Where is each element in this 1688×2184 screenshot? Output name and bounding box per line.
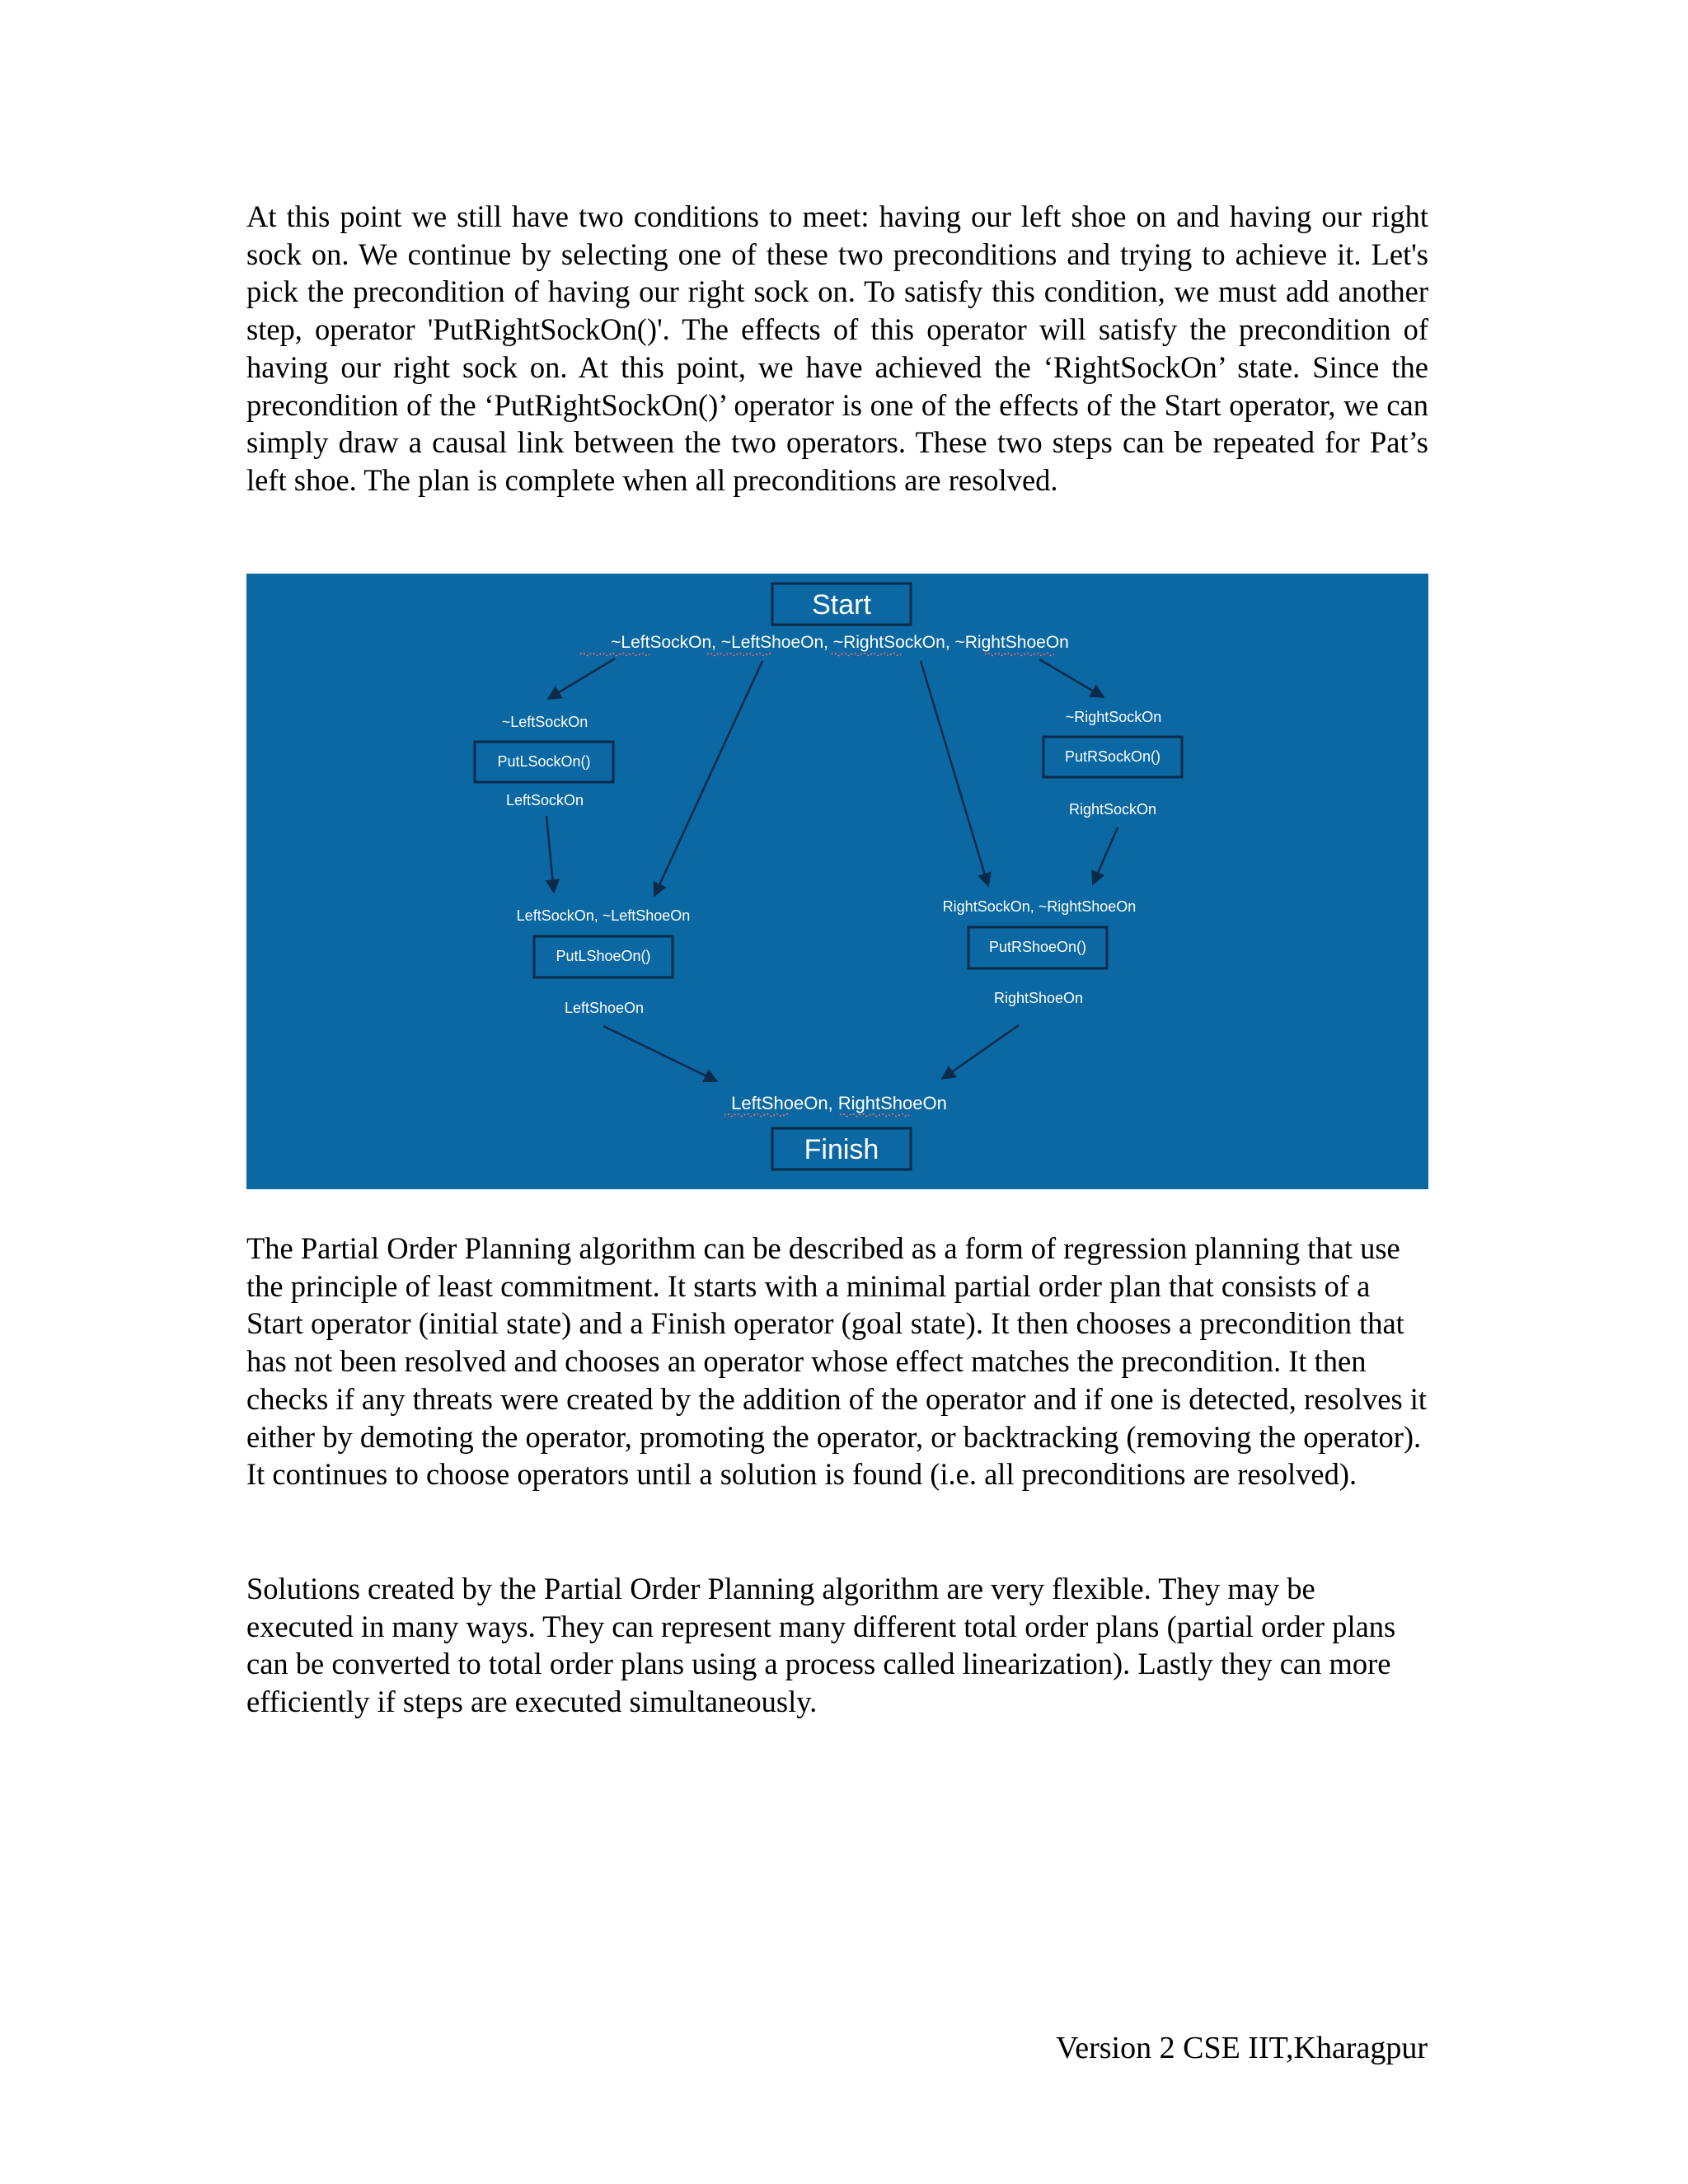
arrow-start-to-right-shoe bbox=[921, 661, 988, 886]
left-sock-effect: LeftSockOn bbox=[505, 792, 584, 808]
start-effects: ~LeftSockOn, ~LeftShoeOn, ~RightSockOn, ~RightShoeOn bbox=[611, 633, 1069, 652]
arrow-start-to-left-shoe bbox=[654, 661, 762, 896]
arrow-left-shoe-to-finish bbox=[603, 1026, 717, 1081]
partial-order-plan-diagram bbox=[246, 574, 1428, 1189]
finish-preconditions: LeftShoeOn, RightShoeOn bbox=[731, 1093, 947, 1113]
put-right-shoe-label: PutRShoeOn() bbox=[988, 939, 1087, 955]
intro-paragraph: At this point we still have two conditions to meet: having our left shoe on and having our right sock on. We continue by selecting one of these two preconditions and trying to achieve it. Let's pick the precondition of having our right sock on. To satisfy this condition, we must add another step, operator 'PutRightSockOn()'. The effects of this operator will satisfy the precondition of having our right sock on. At this point, we have achieved the ‘RightSockOn’ state. Since the precondition of the ‘PutRightSockOn()’ operator is one of the effects of the Start operator, we can simply draw a causal link between the two operators. These two steps can be repeated for Pat’s left shoe. The plan is complete when all preconditions are resolved. bbox=[246, 199, 1428, 497]
arrow-left-sock-to-left-shoe bbox=[546, 816, 554, 893]
right-sock-precondition: ~RightSockOn bbox=[1065, 709, 1162, 725]
left-shoe-effect: LeftShoeOn bbox=[564, 1000, 645, 1016]
arrow-right-sock-to-right-shoe bbox=[1093, 827, 1118, 884]
left-shoe-preconditions: LeftSockOn, ~LeftShoeOn bbox=[516, 907, 691, 924]
start-label: Start bbox=[812, 589, 871, 621]
arrow-start-to-right-sock bbox=[1039, 659, 1104, 697]
page-footer: Version 2 CSE IIT,Kharagpur bbox=[1056, 2031, 1428, 2065]
right-shoe-effect: RightShoeOn bbox=[993, 990, 1084, 1006]
solutions-paragraph: Solutions created by the Partial Order Planning algorithm are very flexible. They may be executed in many ways. They can represent many different total order plans (partial order plans can be converted to total order plans using a process called linearization). Lastly they can more efficiently if steps are executed simultaneously. bbox=[246, 1572, 1396, 1719]
put-right-sock-label: PutRSockOn() bbox=[1064, 748, 1161, 765]
put-left-shoe-label: PutLShoeOn() bbox=[556, 948, 651, 964]
algorithm-paragraph: The Partial Order Planning algorithm can be described as a form of regression planning that use the principle of least commitment. It starts with a minimal partial order plan that consists of a Start operator (initial state) and a Finish operator (goal state). It then chooses a precondition that has not been resolved and chooses an operator whose effect matches the precondition. It then checks if any threats were created by the addition of the operator and if one is detected, resolves it either by demoting the operator, promoting the operator, or backtracking (removing the operator). It continues to choose operators until a solution is found (i.e. all preconditions are resolved). bbox=[246, 1231, 1428, 1492]
finish-label: Finish bbox=[804, 1134, 879, 1165]
right-sock-effect: RightSockOn bbox=[1068, 801, 1157, 818]
left-sock-precondition: ~LeftSockOn bbox=[501, 714, 588, 730]
arrow-right-shoe-to-finish bbox=[942, 1025, 1019, 1079]
right-shoe-preconditions: RightSockOn, ~RightShoeOn bbox=[942, 898, 1137, 915]
arrow-start-to-left-sock bbox=[548, 658, 615, 699]
put-left-sock-label: PutLSockOn() bbox=[497, 753, 591, 770]
